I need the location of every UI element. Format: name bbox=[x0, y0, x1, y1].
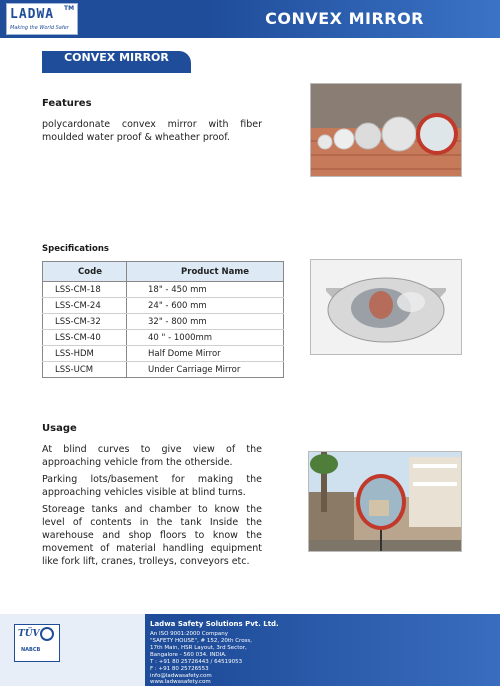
table-cell-code: LSS-HDM bbox=[43, 346, 127, 362]
logo-tagline: Making the World Safer bbox=[10, 25, 69, 31]
nabcb-text: NABCB bbox=[21, 647, 41, 653]
table-cell-code: LSS-UCM bbox=[43, 362, 127, 378]
footer-website-link[interactable]: www.ladwasafety.com bbox=[150, 679, 211, 685]
specifications-table bbox=[42, 261, 284, 378]
features-text: polycardonate convex mirror with fiber moulded water proof & wheather proof. bbox=[42, 119, 262, 143]
usage-paragraph: Parking lots/basement for making the approaching vehicles visible at blind turns. bbox=[42, 474, 262, 498]
logo-text: LADWA bbox=[10, 7, 55, 22]
table-row bbox=[43, 298, 284, 314]
outdoor-convex-mirror-photo bbox=[308, 451, 462, 552]
section-label bbox=[42, 51, 191, 73]
table-cell-code: LSS-CM-18 bbox=[43, 282, 127, 298]
logo-trademark: TM bbox=[64, 5, 75, 12]
footer-line: Bangalore - 560 034. INDIA. bbox=[150, 652, 227, 658]
column-header-code: Code bbox=[43, 262, 127, 282]
table-row bbox=[43, 282, 284, 298]
footer-fax: F : +91 80 25726553 bbox=[150, 666, 209, 672]
footer-line: An ISO 9001:2000 Company bbox=[150, 631, 228, 637]
usage-paragraph: At blind curves to give view of the approaching vehicle from the otherside. bbox=[42, 444, 262, 468]
table-cell-code: LSS-CM-24 bbox=[43, 298, 127, 314]
usage-paragraph: Storeage tanks and chamber to know the level of contents in the tank Inside the warehouse and shop floors to know the movement of material handling equipment like fork lift, cranes, trolleys, conveyors etc. bbox=[42, 504, 262, 567]
table-cell-code: LSS-CM-32 bbox=[43, 314, 127, 330]
table-row bbox=[43, 346, 284, 362]
specifications-heading: Specifications bbox=[42, 244, 109, 254]
footer-phone: T : +91 80 25726443 / 64519053 bbox=[150, 659, 243, 665]
footer-line: 17th Main, HSR Layout, 3rd Sector, bbox=[150, 645, 247, 651]
table-cell-product: 40 " - 1000mm bbox=[127, 330, 284, 346]
convex-mirrors-photo bbox=[310, 83, 462, 177]
tuv-logo-text: TÜV bbox=[18, 629, 40, 639]
column-header-product-name: Product Name bbox=[127, 262, 284, 282]
section-label-text: CONVEX MIRROR bbox=[64, 51, 169, 64]
page-title: CONVEX MIRROR bbox=[265, 9, 424, 28]
table-cell-code: LSS-CM-40 bbox=[43, 330, 127, 346]
certification-logo bbox=[14, 624, 60, 662]
certification-seal-icon bbox=[40, 627, 54, 641]
table-cell-product: 24" - 600 mm bbox=[127, 298, 284, 314]
ladwa-logo bbox=[6, 3, 78, 35]
features-heading: Features bbox=[42, 98, 92, 109]
footer-company-name: Ladwa Safety Solutions Pvt. Ltd. bbox=[150, 620, 279, 628]
table-cell-product: Under Carriage Mirror bbox=[127, 362, 284, 378]
table-cell-product: 32" - 800 mm bbox=[127, 314, 284, 330]
table-row bbox=[43, 330, 284, 346]
half-dome-mirror-photo bbox=[310, 259, 462, 355]
table-row bbox=[43, 362, 284, 378]
footer-line: "SAFETY HOUSE", # 152, 20th Cross, bbox=[150, 638, 253, 644]
table-row bbox=[43, 314, 284, 330]
table-cell-product: Half Dome Mirror bbox=[127, 346, 284, 362]
footer-email-link[interactable]: info@ladwasafety.com bbox=[150, 673, 212, 679]
table-cell-product: 18" - 450 mm bbox=[127, 282, 284, 298]
usage-heading: Usage bbox=[42, 423, 77, 434]
table-header-row bbox=[43, 262, 284, 282]
